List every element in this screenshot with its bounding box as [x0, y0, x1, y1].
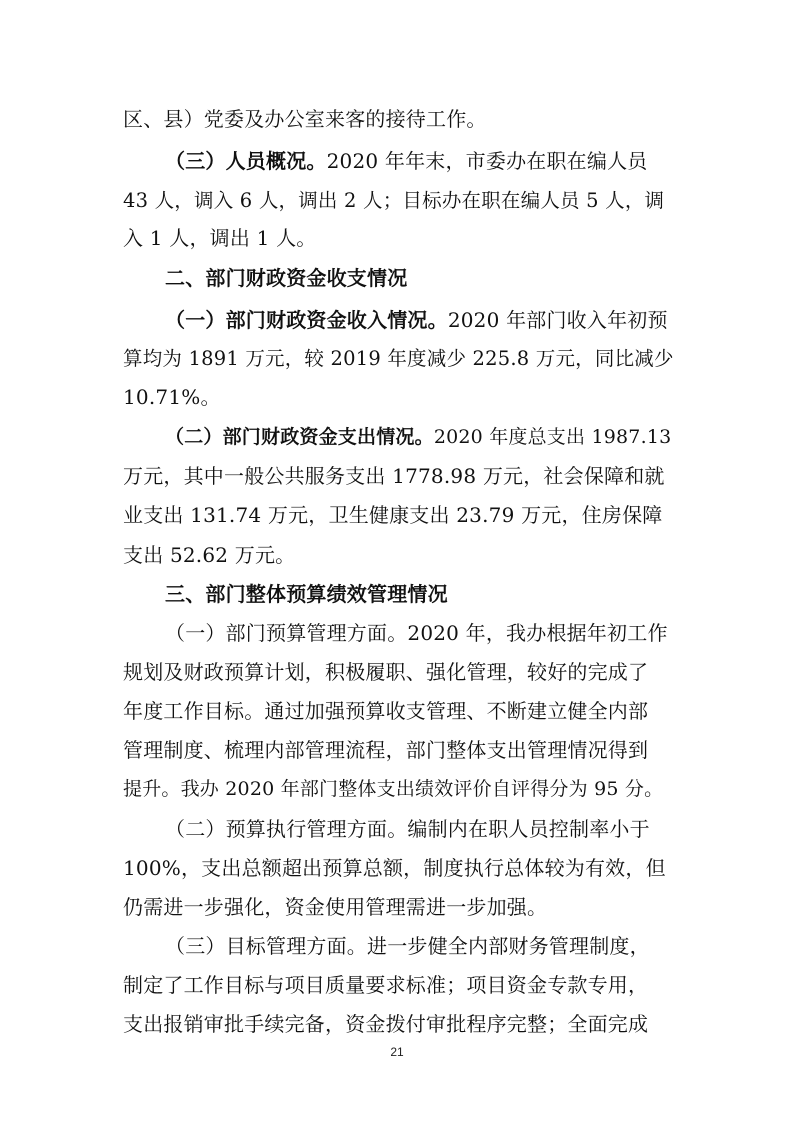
text-line: （二）预算执行管理方面。编制内在职人员控制率小于 [165, 817, 650, 841]
paragraph-heading: （一）部门财政资金收入情况。 [165, 308, 448, 332]
text-line: 提升。我办 2020 年部门整体支出绩效评价自评得分为 95 分。 [123, 778, 664, 800]
text-line: 规划及财政预算计划，积极履职、强化管理，较好的完成了 [123, 660, 649, 684]
text-line: 业支出 131.74 万元，卫生健康支出 23.79 万元，住房保障 [123, 503, 663, 527]
text-line: 万元，其中一般公共服务支出 1778.98 万元，社会保障和就 [123, 464, 665, 488]
text-line: （三）目标管理方面。进一步健全内部财务管理制度， [165, 934, 650, 958]
section-heading: 二、部门财政资金收支情况 [165, 266, 408, 290]
text-line: 43 人，调入 6 人，调出 2 人；目标办在职在编人员 5 人，调 [123, 189, 665, 212]
text-line: 10.71%。 [123, 385, 221, 409]
paragraph-heading: （二）部门财政资金支出情况。 [165, 426, 434, 448]
text-line: 管理制度、梳理内部管理流程，部门整体支出管理情况得到 [123, 738, 649, 762]
text-line: （一）部门预算管理方面。2020 年，我办根据年初工作 [165, 621, 668, 645]
text-line: 支出 52.62 万元。 [123, 543, 296, 567]
text-line [165, 425, 671, 449]
text-line: 100%，支出总额超出预算总额，制度执行总体较为有效，但 [123, 856, 666, 880]
text-line: 入 1 人，调出 1 人。 [123, 226, 317, 250]
text-line: 算均为 1891 万元，较 2019 年度减少 225.8 万元，同比减少 [123, 347, 674, 370]
section-heading: 三、部门整体预算绩效管理情况 [165, 582, 448, 606]
paragraph-text: 2020 年度总支出 1987.13 [433, 426, 672, 448]
text-line: 支出报销审批手续完备，资金拨付审批程序完整；全面完成 [123, 1012, 649, 1036]
paragraph-text: 2020 年年末，市委办在职在编人员 [326, 149, 648, 173]
paragraph-heading: （三）人员概况。 [165, 149, 327, 173]
page-number: 21 [390, 1045, 404, 1059]
text-line [165, 149, 647, 173]
text-line: 仍需进一步强化，资金使用管理需进一步加强。 [123, 895, 548, 919]
text-line: 年度工作目标。通过加强预算收支管理、不断建立健全内部 [123, 699, 649, 723]
paragraph-text: 2020 年部门收入年初预 [447, 308, 668, 332]
text-line: 区、县）党委及办公室来客的接待工作。 [123, 107, 487, 131]
text-line: 制定了工作目标与项目质量要求标准；项目资金专款专用， [123, 973, 649, 997]
text-line [165, 308, 668, 332]
